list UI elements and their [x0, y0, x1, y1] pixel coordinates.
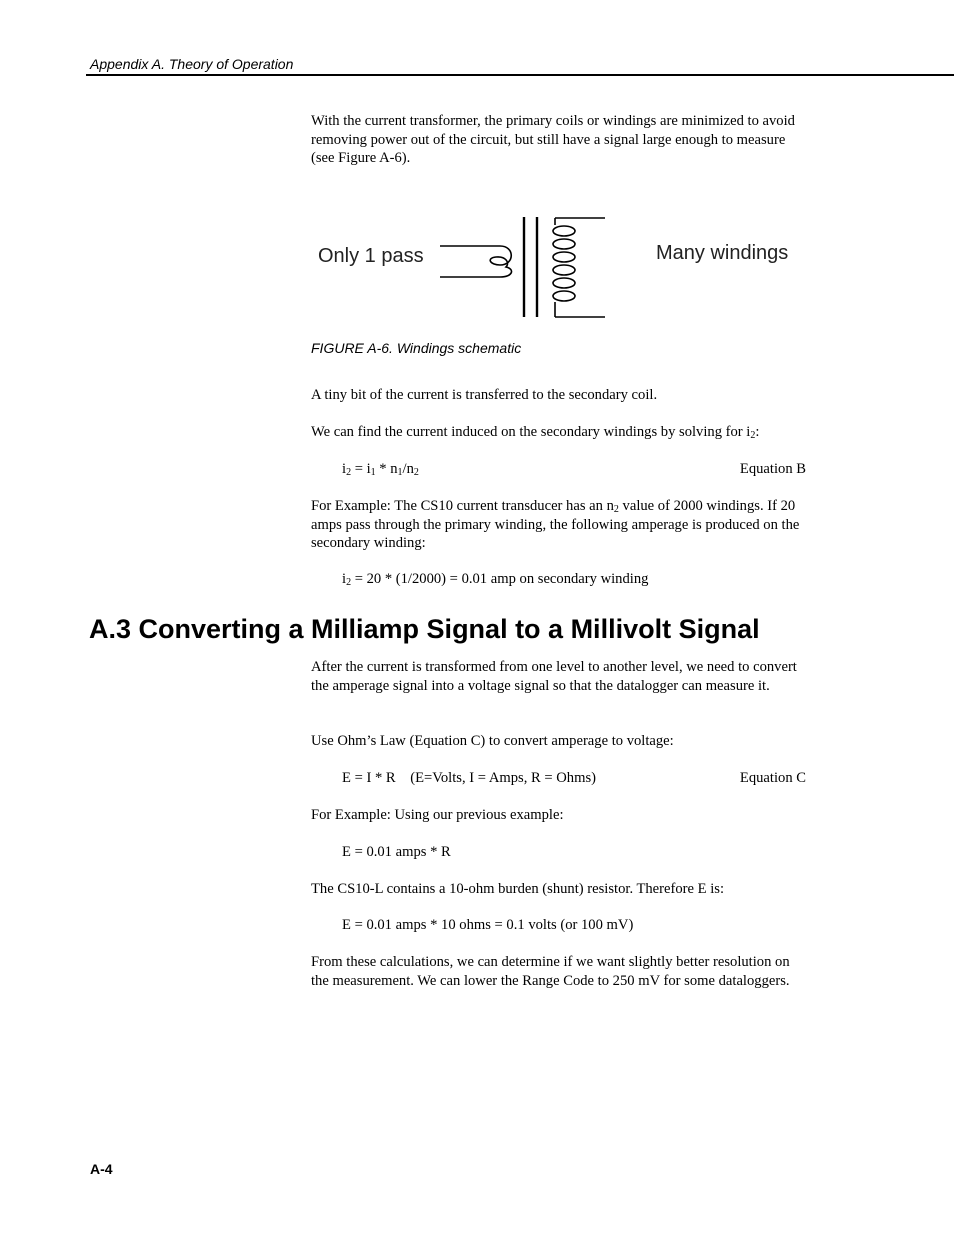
header-rule [86, 74, 954, 76]
paragraph-ohms-law: Use Ohm’s Law (Equation C) to convert amperage to voltage: [311, 733, 674, 749]
section-title: A.3 Converting a Milliamp Signal to a Millivolt Signal [89, 614, 760, 644]
paragraph-burden-resistor: The CS10-L contains a 10-ohm burden (shunt) resistor. Therefore E is: [311, 881, 724, 897]
equation-result: $i_2 = 20 * (1/2000) = 0.01$ amp on secondary winding [342, 571, 649, 588]
equation-c: E = I * R (E=Volts, I = Amps, R = Ohms) Equation C [342, 770, 806, 786]
transformer-schematic-icon [310, 205, 810, 330]
paragraph-solve-i2: We can find the current induced on the secondary windings by solving for $i_2$: [311, 424, 760, 441]
paragraph-resolution: From these calculations, we can determine if we want slightly better resolution on the measurement. We can lower the Range Code to 250 mV for some dataloggers. [311, 954, 790, 989]
equation-c-label: Equation C [739, 770, 806, 786]
paragraph-previous-example: For Example: Using our previous example: [311, 807, 564, 823]
windings-figure [310, 205, 810, 330]
figure-caption: FIGURE A-6. Windings schematic [311, 340, 522, 356]
equation-e-value: E = 0.01 amps * 10 ohms = 0.1 volts (or 100 mV) [342, 917, 634, 933]
figure-left-label: Only 1 pass [318, 245, 424, 267]
equation-b-label: Equation B [739, 461, 806, 477]
paragraph-tiny-bit: A tiny bit of the current is transferred to the secondary coil. [311, 387, 658, 403]
equation-b: $i_2 = i_1 * n_1/n_2$ Equation B [342, 461, 806, 478]
figure-right-label: Many windings [656, 242, 789, 264]
equation-e-r: E = 0.01 amps * R [342, 844, 451, 860]
running-header: Appendix A. Theory of Operation [90, 56, 294, 72]
intro-paragraph: With the current transformer, the primary coils or windings are minimized to avoid removing power out of the circuit, but still have a signal large enough to measure (see Figure A-6). [311, 113, 795, 166]
paragraph-after-transform: After the current is transformed from one level to another level, we need to convert the amperage signal into a voltage signal so that the datalogger can measure it. [311, 659, 797, 694]
paragraph-example-cs10: For Example: The CS10 current transducer has an $n_2$ value of 2000 windings. If 20 amps pass through the primary winding, the following amperage is produced on the secondary winding: [311, 498, 800, 551]
page-number: A-4 [90, 1161, 113, 1177]
